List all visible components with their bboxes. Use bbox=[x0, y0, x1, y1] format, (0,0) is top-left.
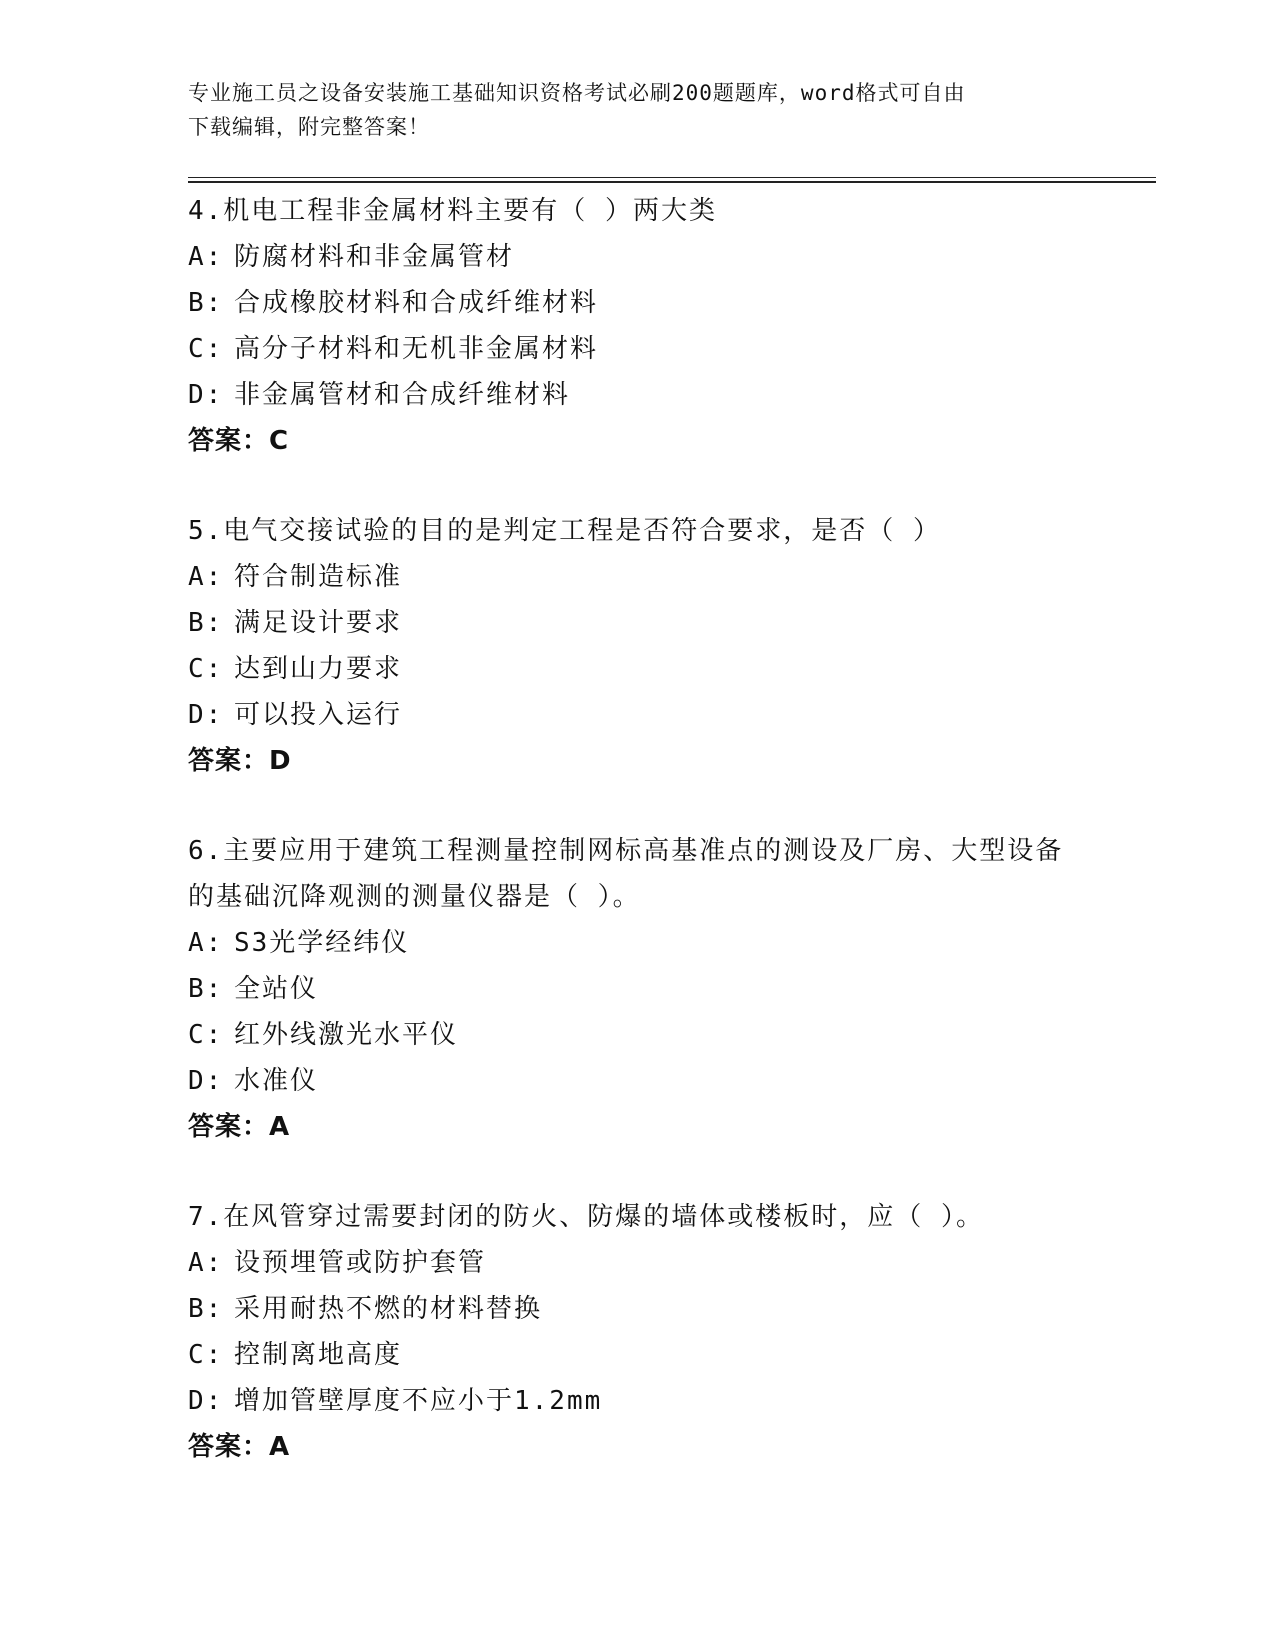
option-text: 控制离地高度 bbox=[234, 1340, 403, 1370]
option-text: 防腐材料和非金属管材 bbox=[234, 242, 515, 272]
option-c bbox=[188, 1332, 1088, 1378]
option-letter: A: bbox=[188, 562, 224, 592]
question-list bbox=[188, 188, 1088, 1514]
option-letter: A: bbox=[188, 242, 224, 272]
question-stem: 7.在风管穿过需要封闭的防火、防爆的墙体或楼板时，应（ ）。 bbox=[188, 1202, 984, 1232]
option-letter: C: bbox=[188, 1340, 224, 1370]
option-a bbox=[188, 234, 1088, 280]
option-letter: B: bbox=[188, 1294, 224, 1324]
option-text: 水准仪 bbox=[234, 1066, 319, 1096]
option-text: 高分子材料和无机非金属材料 bbox=[234, 334, 599, 364]
option-d bbox=[188, 1058, 1088, 1104]
option-text: 合成橡胶材料和合成纤维材料 bbox=[234, 288, 599, 318]
option-b bbox=[188, 280, 1088, 326]
option-text: S3光学经纬仪 bbox=[234, 928, 410, 958]
question-stem: 6.主要应用于建筑工程测量控制网标高基准点的测设及厂房、大型设备的基础沉降观测的测量仪器是（ ）。 bbox=[188, 836, 1064, 912]
option-text: 达到山力要求 bbox=[234, 654, 403, 684]
option-c bbox=[188, 326, 1088, 372]
option-letter: B: bbox=[188, 608, 224, 638]
option-a bbox=[188, 554, 1088, 600]
option-letter: A: bbox=[188, 1248, 224, 1278]
header-divider bbox=[188, 177, 1156, 183]
option-text: 全站仪 bbox=[234, 974, 319, 1004]
header-line-2: 下载编辑，附完整答案！ bbox=[188, 115, 430, 139]
option-letter: A: bbox=[188, 928, 224, 958]
header-line-1: 专业施工员之设备安装施工基础知识资格考试必刷200题题库，word格式可自由 bbox=[188, 81, 966, 105]
option-letter: D: bbox=[188, 700, 224, 730]
question-item bbox=[188, 188, 1088, 464]
option-letter: C: bbox=[188, 334, 224, 364]
option-text: 非金属管材和合成纤维材料 bbox=[234, 380, 571, 410]
option-c bbox=[188, 1012, 1088, 1058]
option-b bbox=[188, 600, 1088, 646]
question-stem: 4.机电工程非金属材料主要有（ ）两大类 bbox=[188, 196, 717, 226]
question-item bbox=[188, 1194, 1088, 1470]
option-text: 增加管壁厚度不应小于1.2mm bbox=[234, 1386, 603, 1416]
option-b bbox=[188, 966, 1088, 1012]
question-item bbox=[188, 828, 1088, 1150]
option-text: 满足设计要求 bbox=[234, 608, 403, 638]
option-text: 设预埋管或防护套管 bbox=[234, 1248, 487, 1278]
option-text: 符合制造标准 bbox=[234, 562, 403, 592]
option-letter: D: bbox=[188, 1386, 224, 1416]
option-a bbox=[188, 1240, 1088, 1286]
option-letter: D: bbox=[188, 380, 224, 410]
question-item bbox=[188, 508, 1088, 784]
option-letter: B: bbox=[188, 288, 224, 318]
answer-label: 答案：C bbox=[188, 426, 290, 456]
answer-label: 答案：D bbox=[188, 746, 292, 776]
option-letter: B: bbox=[188, 974, 224, 1004]
question-stem: 5.电气交接试验的目的是判定工程是否符合要求，是否（ ） bbox=[188, 516, 941, 546]
option-letter: C: bbox=[188, 654, 224, 684]
option-c bbox=[188, 646, 1088, 692]
option-letter: C: bbox=[188, 1020, 224, 1050]
divider-thin-line bbox=[188, 177, 1156, 178]
option-d bbox=[188, 692, 1088, 738]
option-b bbox=[188, 1286, 1088, 1332]
option-d bbox=[188, 372, 1088, 418]
answer-label: 答案：A bbox=[188, 1112, 291, 1142]
option-d bbox=[188, 1378, 1088, 1424]
divider-thick-line bbox=[188, 181, 1156, 183]
option-a bbox=[188, 920, 1088, 966]
document-header bbox=[188, 76, 1068, 144]
option-letter: D: bbox=[188, 1066, 224, 1096]
option-text: 红外线激光水平仪 bbox=[234, 1020, 459, 1050]
option-text: 采用耐热不燃的材料替换 bbox=[234, 1294, 543, 1324]
option-text: 可以投入运行 bbox=[234, 700, 403, 730]
answer-label: 答案：A bbox=[188, 1432, 291, 1462]
